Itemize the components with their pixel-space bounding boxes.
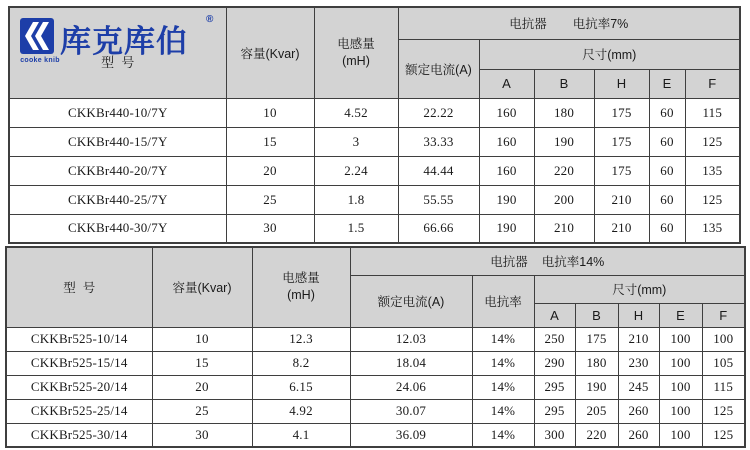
cell-dim-e: 60: [649, 185, 685, 214]
cell-dim-f: 135: [685, 214, 740, 243]
cell-dim-e: 100: [659, 423, 702, 447]
cell-dim-f: 125: [685, 127, 740, 156]
cell-mh: 4.52: [314, 98, 398, 127]
cell-mh: 12.3: [252, 327, 350, 351]
cell-amp: 22.22: [398, 98, 479, 127]
cell-amp: 66.66: [398, 214, 479, 243]
cell-kvar: 30: [152, 423, 252, 447]
header-reactor-7pct: 电抗器 电抗率7%: [398, 7, 740, 39]
cell-kvar: 15: [226, 127, 314, 156]
cell-rate: 14%: [472, 327, 534, 351]
cell-kvar: 20: [152, 375, 252, 399]
cell-model: CKKBr525-15/14: [6, 351, 152, 375]
cell-dim-f: 125: [702, 399, 745, 423]
cell-amp: 55.55: [398, 185, 479, 214]
cell-dim-e: 60: [649, 98, 685, 127]
cell-dim-h: 175: [594, 98, 649, 127]
cell-mh: 6.15: [252, 375, 350, 399]
cell-dim-a: 160: [479, 156, 534, 185]
cell-mh: 8.2: [252, 351, 350, 375]
cell-model: CKKBr440-30/7Y: [9, 214, 226, 243]
cell-mh: 4.1: [252, 423, 350, 447]
cell-dim-b: 180: [575, 351, 618, 375]
cell-dim-a: 160: [479, 98, 534, 127]
cell-dim-f: 115: [702, 375, 745, 399]
header-inductance: 电感量 (mH): [252, 247, 350, 327]
cell-dim-h: 175: [594, 127, 649, 156]
cell-amp: 12.03: [350, 327, 472, 351]
cell-dim-a: 295: [534, 375, 575, 399]
brand-name: 库克库伯: [60, 24, 188, 59]
header-reactance-col: 电抗率: [472, 275, 534, 327]
table-row: [6, 399, 745, 423]
cell-dim-e: 100: [659, 399, 702, 423]
cell-mh: 2.24: [314, 156, 398, 185]
cell-amp: 24.06: [350, 375, 472, 399]
header-dim-b: B: [575, 303, 618, 327]
header-rated-current: 额定电流(A): [350, 275, 472, 327]
cell-dim-h: 210: [618, 327, 659, 351]
cell-dim-e: 60: [649, 156, 685, 185]
cell-dim-a: 300: [534, 423, 575, 447]
cell-dim-e: 100: [659, 375, 702, 399]
cell-rate: 14%: [472, 375, 534, 399]
header-dimensions: 尺寸(mm): [479, 39, 740, 69]
brand-subtext: cooke knib: [20, 57, 60, 64]
header-dim-f: F: [685, 69, 740, 98]
cell-dim-h: 260: [618, 399, 659, 423]
reactor-table-7pct: [8, 6, 741, 244]
header-dim-h: H: [594, 69, 649, 98]
cell-dim-a: 290: [534, 351, 575, 375]
brand-chevron-icon: [20, 18, 54, 54]
cell-kvar: 25: [226, 185, 314, 214]
table-row: [9, 98, 740, 127]
cell-dim-a: 190: [479, 214, 534, 243]
cell-rate: 14%: [472, 351, 534, 375]
cell-amp: 44.44: [398, 156, 479, 185]
cell-model: CKKBr440-20/7Y: [9, 156, 226, 185]
header-model-label: 型 号: [101, 55, 135, 70]
cell-amp: 30.07: [350, 399, 472, 423]
cell-dim-h: 210: [594, 214, 649, 243]
header-dim-e: E: [659, 303, 702, 327]
table-row: [6, 351, 745, 375]
cell-dim-e: 100: [659, 351, 702, 375]
registered-mark: ®: [206, 14, 214, 25]
table-row: [6, 375, 745, 399]
cell-dim-e: 100: [659, 327, 702, 351]
header-dimensions: 尺寸(mm): [534, 275, 745, 303]
cell-dim-b: 175: [575, 327, 618, 351]
cell-rate: 14%: [472, 399, 534, 423]
header-reactor-14pct: 电抗器 电抗率14%: [350, 247, 745, 275]
cell-kvar: 15: [152, 351, 252, 375]
cell-rate: 14%: [472, 423, 534, 447]
header-rated-current: 额定电流(A): [398, 39, 479, 98]
cell-dim-b: 220: [575, 423, 618, 447]
cell-kvar: 10: [226, 98, 314, 127]
table-row: [6, 423, 745, 447]
cell-model: CKKBr525-20/14: [6, 375, 152, 399]
cell-dim-f: 100: [702, 327, 745, 351]
header-dim-e: E: [649, 69, 685, 98]
cell-dim-b: 200: [534, 185, 594, 214]
cell-amp: 36.09: [350, 423, 472, 447]
header-model: 型 号: [6, 247, 152, 327]
cell-dim-f: 105: [702, 351, 745, 375]
table-row: [9, 185, 740, 214]
cell-dim-b: 180: [534, 98, 594, 127]
cell-dim-b: 205: [575, 399, 618, 423]
header-dim-a: A: [479, 69, 534, 98]
cell-amp: 33.33: [398, 127, 479, 156]
cell-model: CKKBr525-10/14: [6, 327, 152, 351]
cell-kvar: 20: [226, 156, 314, 185]
table-row: [9, 156, 740, 185]
header-capacity: 容量(Kvar): [226, 7, 314, 98]
cell-model: CKKBr440-15/7Y: [9, 127, 226, 156]
cell-dim-b: 190: [575, 375, 618, 399]
cell-dim-h: 245: [618, 375, 659, 399]
cell-kvar: 30: [226, 214, 314, 243]
header-model-with-logo: [9, 7, 226, 98]
cell-kvar: 10: [152, 327, 252, 351]
cell-dim-e: 60: [649, 214, 685, 243]
cell-dim-h: 175: [594, 156, 649, 185]
cell-dim-h: 260: [618, 423, 659, 447]
header-inductance: 电感量 (mH): [314, 7, 398, 98]
cell-mh: 1.5: [314, 214, 398, 243]
cell-dim-a: 250: [534, 327, 575, 351]
cell-dim-b: 190: [534, 127, 594, 156]
header-dim-b: B: [534, 69, 594, 98]
cell-dim-a: 190: [479, 185, 534, 214]
cell-kvar: 25: [152, 399, 252, 423]
cell-dim-a: 295: [534, 399, 575, 423]
cell-dim-f: 115: [685, 98, 740, 127]
cell-dim-a: 160: [479, 127, 534, 156]
cell-dim-f: 125: [702, 423, 745, 447]
cell-model: CKKBr440-25/7Y: [9, 185, 226, 214]
cell-dim-f: 135: [685, 156, 740, 185]
cell-dim-b: 220: [534, 156, 594, 185]
cell-model: CKKBr440-10/7Y: [9, 98, 226, 127]
cell-mh: 4.92: [252, 399, 350, 423]
table-row: [9, 127, 740, 156]
cell-dim-f: 125: [685, 185, 740, 214]
reactor-table-14pct: [5, 246, 746, 448]
header-capacity: 容量(Kvar): [152, 247, 252, 327]
table-row: [6, 327, 745, 351]
table-row: [9, 214, 740, 243]
cell-mh: 3: [314, 127, 398, 156]
cell-model: CKKBr525-25/14: [6, 399, 152, 423]
cell-model: CKKBr525-30/14: [6, 423, 152, 447]
header-dim-a: A: [534, 303, 575, 327]
cell-dim-h: 210: [594, 185, 649, 214]
cell-amp: 18.04: [350, 351, 472, 375]
cell-dim-h: 230: [618, 351, 659, 375]
header-dim-h: H: [618, 303, 659, 327]
header-dim-f: F: [702, 303, 745, 327]
cell-dim-b: 210: [534, 214, 594, 243]
cell-dim-e: 60: [649, 127, 685, 156]
cell-mh: 1.8: [314, 185, 398, 214]
